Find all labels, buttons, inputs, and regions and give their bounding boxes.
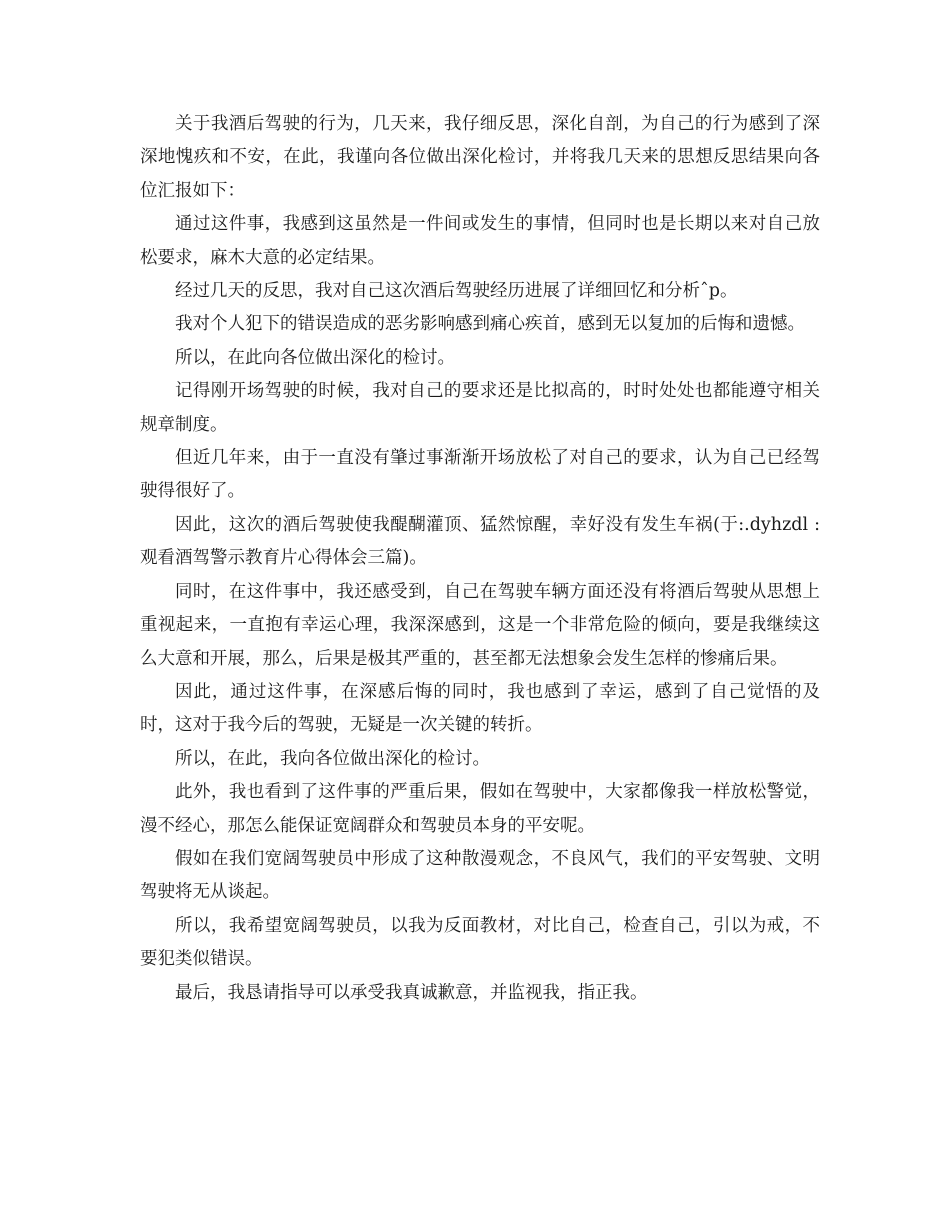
paragraph-5: 所以，在此向各位做出深化的检讨。 — [175, 347, 455, 368]
paragraph-8: 因此，这次的酒后驾驶使我醍醐灌顶、猛然惊醒，幸好没有发生车祸(于:.dyhzdl : 观看酒驾警示教育片心得体会三篇)。 — [140, 514, 820, 569]
paragraph-6: 记得刚开场驾驶的时候，我对自己的要求还是比拟高的，时时处处也都能遵守相关规章制度。 — [140, 381, 820, 435]
paragraph-11: 所以，在此，我向各位做出深化的检讨。 — [175, 748, 490, 769]
paragraph-2: 通过这件事，我感到这虽然是一件间或发生的事情，但同时也是长期以来对自己放松要求，麻木大意的必定结果。 — [140, 214, 820, 268]
paragraph-1: 关于我酒后驾驶的行为，几天来，我仔细反思，深化自剖，为自己的行为感到了深深地愧疚和不安，在此，我谨向各位做出深化检讨，并将我几天来的思想反思结果向各位汇报如下： — [140, 114, 820, 201]
paragraph-12: 此外，我也看到了这件事的严重后果，假如在驾驶中，大家都像我一样放松警觉，漫不经心，那怎么能保证宽阔群众和驾驶员本身的平安呢。 — [140, 782, 820, 836]
paragraph-9: 同时，在这件事中，我还感受到，自己在驾驶车辆方面还没有将酒后驾驶从思想上重视起来，一直抱有幸运心理，我深深感到，这是一个非常危险的倾向，要是我继续这么大意和开展，那么，后果是极其严重的，甚至都无法想象会发生怎样的惨痛后果。 — [140, 581, 820, 669]
document-body — [140, 108, 820, 1010]
paragraph-15: 最后，我恳请指导可以承受我真诚歉意，并监视我，指正我。 — [175, 982, 648, 1003]
paragraph-10: 因此，通过这件事，在深感后悔的同时，我也感到了幸运，感到了自己觉悟的及时，这对于我今后的驾驶，无疑是一次关键的转折。 — [140, 681, 820, 736]
paragraph-3: 经过几天的反思，我对自己这次酒后驾驶经历进展了详细回忆和分析ˆp。 — [175, 281, 738, 302]
paragraph-4: 我对个人犯下的错误造成的恶劣影响感到痛心疾首，感到无以复加的后悔和遗憾。 — [175, 314, 805, 335]
paragraph-7: 但近几年来，由于一直没有肇过事渐渐开场放松了对自己的要求，认为自己已经驾驶得很好了。 — [140, 448, 820, 502]
paragraph-13: 假如在我们宽阔驾驶员中形成了这种散漫观念，不良风气，我们的平安驾驶、文明驾驶将无从谈起。 — [140, 848, 820, 903]
paragraph-14: 所以，我希望宽阔驾驶员，以我为反面教材，对比自己，检查自己，引以为戒，不要犯类似错误。 — [140, 915, 820, 970]
